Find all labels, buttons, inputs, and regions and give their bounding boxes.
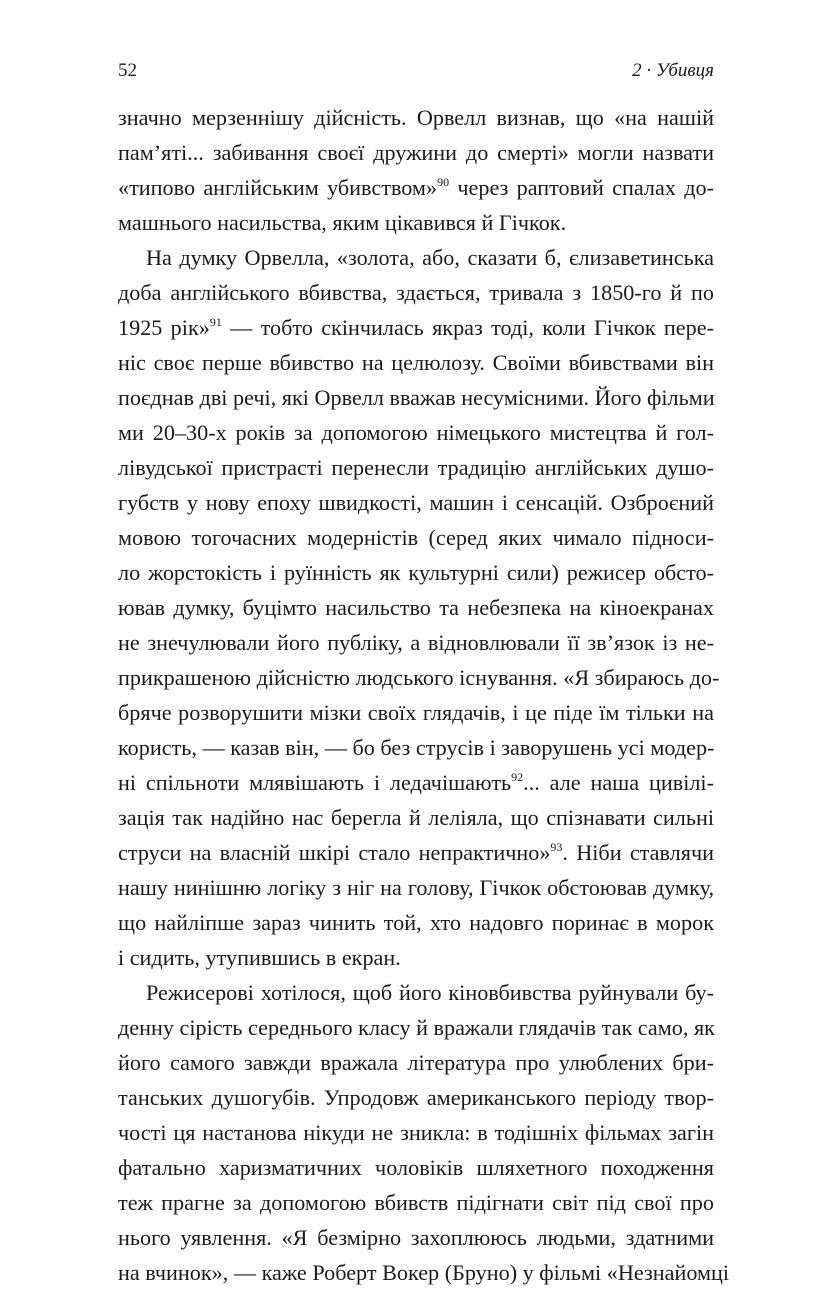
text-segment: ло жорстокість і руїнність як культурні сили) режисер обсто-	[118, 560, 714, 585]
text-segment: — тобто скінчилась якраз тоді, коли Гічкок пере-	[221, 315, 714, 340]
text-line	[118, 905, 714, 940]
text-line	[118, 660, 720, 695]
text-segment: через раптовий спалах до-	[449, 175, 715, 200]
text-segment: 1925 рік»	[118, 315, 210, 340]
text-line	[118, 240, 714, 275]
text-line	[118, 555, 714, 590]
text-segment: бряче розворушити мізки своїх глядачів, і це піде їм тільки на	[118, 700, 714, 725]
chapter-title: 2 · Убивця	[632, 60, 714, 81]
text-line	[118, 170, 714, 205]
text-line	[118, 1185, 714, 1220]
text-segment: мовою тогочасних модерністів (серед яких чимало підноси-	[118, 525, 714, 550]
text-line	[118, 1220, 714, 1255]
text-line	[118, 835, 714, 870]
text-segment: і сидить, утупившись в екран.	[118, 945, 401, 970]
text-line	[118, 450, 714, 485]
text-line	[118, 695, 714, 730]
text-segment: лівудської пристрасті перенесли традицію англійських душо-	[118, 455, 714, 480]
text-line	[118, 1255, 730, 1290]
footnote-marker: 90	[437, 175, 450, 189]
text-line	[118, 800, 714, 835]
text-segment: ... але наша цивілі-	[523, 770, 714, 795]
text-line	[118, 135, 714, 170]
text-line	[118, 520, 714, 555]
text-line	[118, 100, 714, 135]
text-line	[118, 625, 714, 660]
text-segment: ював думку, буцімто насильство та небезпека на кіноекранах	[118, 595, 714, 620]
text-segment: прикрашеною дійсністю людського існування. «Я збираюсь до-	[118, 665, 720, 690]
text-segment: ні спільноти млявішають і ледачішають	[118, 770, 512, 795]
text-segment: танських душогубів. Упродовж американського періоду твор-	[118, 1085, 714, 1110]
text-line	[118, 485, 714, 520]
text-line	[118, 1080, 714, 1115]
text-line	[118, 310, 714, 345]
text-segment: машнього насильства, яким цікавився й Гічкок.	[118, 210, 567, 235]
text-segment: струси на власній шкірі стало непрактично»	[118, 840, 551, 865]
text-segment: фатально харизматичних чоловіків шляхетного походження	[118, 1155, 714, 1180]
text-segment: теж прагне за допомогою вбивств підігнати світ під свої про	[118, 1190, 714, 1215]
text-segment: . Ніби ставлячи	[562, 840, 714, 865]
text-segment: денну сірість середнього класу й вражали глядачів так само, як	[118, 1015, 715, 1040]
footnote-marker: 92	[511, 770, 524, 784]
text-segment: не знечулювали його публіку, а відновлювали її зв’язок із не-	[118, 630, 714, 655]
text-line	[118, 590, 714, 625]
running-head	[118, 60, 714, 86]
body-text	[118, 100, 730, 1290]
text-line	[118, 1115, 714, 1150]
text-segment: ми 20–30-х років за допомогою німецького мистецтва й гол-	[118, 420, 714, 445]
text-line	[118, 1150, 714, 1185]
text-segment: на вчинок», — каже Роберт Вокер (Бруно) у фільмі «Незнайомці	[118, 1260, 730, 1285]
text-segment: зація так надійно нас берегла й леліяла, що спізнавати сильні	[118, 805, 714, 830]
footnote-marker: 93	[550, 840, 563, 854]
text-segment: Режисерові хотілося, щоб його кіновбивства руйнували бу-	[146, 980, 714, 1005]
text-segment: ніс своє перше вбивство на целюлозу. Своїми вбивствами він	[118, 350, 714, 375]
footnote-marker: 91	[209, 315, 222, 329]
text-segment: «типово англійським убивством»	[118, 175, 438, 200]
text-segment: нього уявлення. «Я безмірно захоплююсь людьми, здатними	[118, 1225, 714, 1250]
text-segment: чості ця настанова нікуди не зникла: в тодішніх фільмах загін	[118, 1120, 714, 1145]
text-line	[118, 415, 714, 450]
text-segment: користь, — казав він, — бо без струсів і заворушень усі модер-	[118, 735, 715, 760]
text-line	[118, 940, 714, 975]
text-segment: пам’яті... забивання своєї дружини до смерті» могли назвати	[118, 140, 714, 165]
text-line	[118, 205, 714, 240]
text-segment: що найліпше зараз чинить той, хто надовго поринає в морок	[118, 910, 714, 935]
text-segment: На думку Орвелла, «золота, або, сказати б, єлизаветинська	[146, 245, 714, 270]
text-line	[118, 275, 714, 310]
text-line	[118, 730, 714, 765]
text-line	[118, 1045, 714, 1080]
text-line	[118, 765, 714, 800]
text-segment: доба англійського вбивства, здається, тривала з 1850-го й по	[118, 280, 714, 305]
text-line	[118, 870, 714, 905]
text-line	[118, 975, 714, 1010]
text-segment: його самого завжди вражала література про улюблених бри-	[118, 1050, 714, 1075]
text-segment: губств у нову епоху швидкості, машин і сенсацій. Озброєний	[118, 490, 714, 515]
text-line	[118, 1010, 714, 1045]
text-line	[118, 345, 714, 380]
text-segment: поєднав дві речі, які Орвелл вважав несумісними. Його фільми	[118, 385, 715, 410]
text-segment: нашу нинішню логіку з ніг на голову, Гічкок обстоював думку,	[118, 875, 714, 900]
text-segment: значно мерзеннішу дійсність. Орвелл визнав, що «на нашій	[118, 105, 714, 130]
page-number: 52	[118, 60, 137, 81]
text-line	[118, 380, 714, 415]
